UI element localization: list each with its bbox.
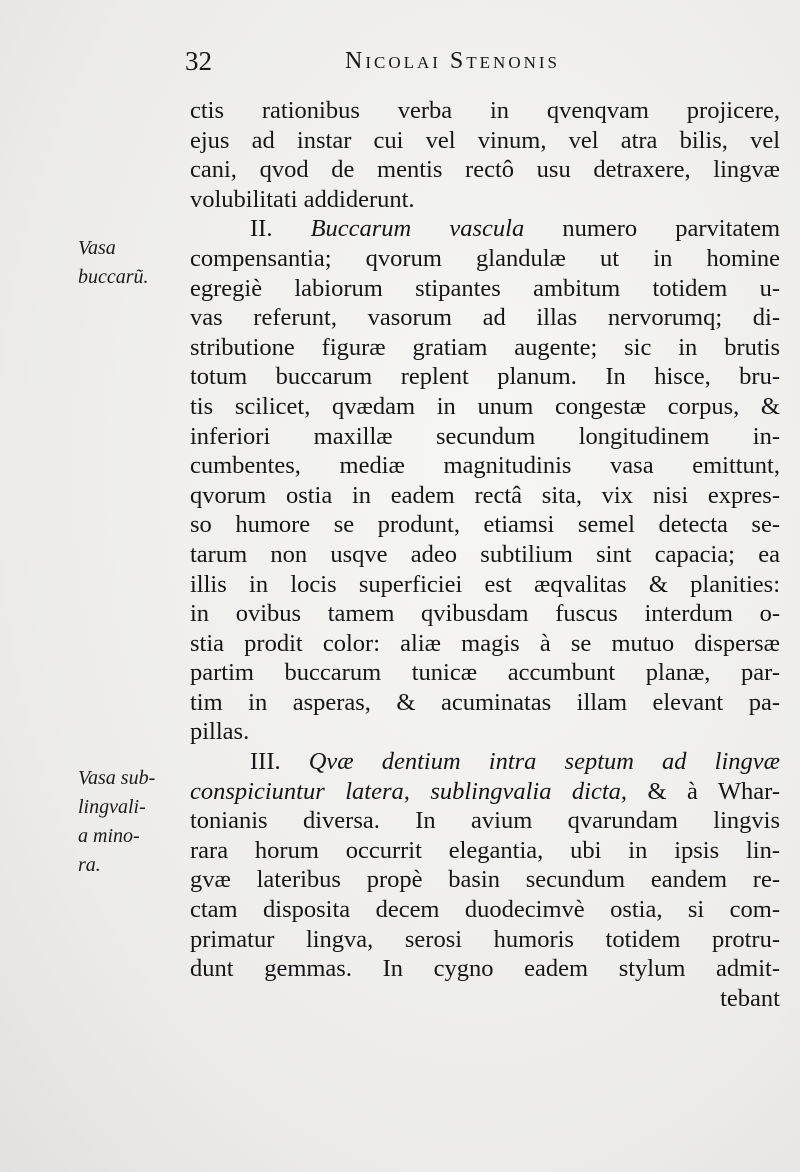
- text-line: qvorum ostia in eadem rectâ sita, vix nisi expres-: [190, 481, 780, 509]
- text-line: totum buccarum replent planum. In hisce, bru-: [190, 363, 780, 391]
- text-line: ejus ad instar cui vel vinum, vel atra bilis, vel: [190, 126, 780, 154]
- margin-note-line: lingvali-: [78, 796, 146, 818]
- section-heading-line: [190, 747, 780, 777]
- margin-note-line: Vasa: [78, 237, 116, 259]
- catchword: tebant: [720, 984, 780, 1012]
- text-line: pillas.: [190, 718, 250, 746]
- text-line: illis in locis superficiei est æqvalitas & planities:: [190, 570, 780, 598]
- text-line: stia prodit color: aliæ magis à se mutuo dispersæ: [190, 629, 780, 657]
- text-line: rara horum occurrit elegantia, ubi in ipsis lin-: [190, 836, 780, 864]
- margin-note-line: buccarũ.: [78, 266, 149, 288]
- text-line: cumbentes, mediæ magnitudinis vasa emittunt,: [190, 452, 780, 480]
- section-title: Buccarum vascula: [310, 215, 525, 243]
- section-title-continued: conspiciuntur latera, sublingvalia dicta,: [190, 777, 628, 805]
- text-line: ctis rationibus verba in qvenqvam projicere,: [190, 97, 780, 124]
- text-line: vas referunt, vasorum ad illas nervorumq; di-: [190, 304, 780, 332]
- section-number: III.: [250, 748, 281, 776]
- text-line: tim in asperas, & acuminatas illam elevant pa-: [190, 688, 780, 716]
- running-head: Nicolai Stenonis: [345, 48, 560, 74]
- text-line: so humore se produnt, etiamsi semel detecta se-: [190, 511, 780, 539]
- text-line: egregiè labiorum stipantes ambitum totidem u-: [190, 274, 780, 302]
- text-line: tis scilicet, qvædam in unum congestæ corpus, &: [190, 392, 780, 420]
- section-number: II.: [250, 215, 273, 243]
- text-span: numero parvitatem: [562, 215, 781, 243]
- text-line: tarum non usqve adeo subtilium sint capacia; ea: [190, 540, 780, 568]
- text-line: compensantia; qvorum glandulæ ut in homine: [190, 244, 780, 272]
- text-span: & à Whar-: [647, 777, 780, 805]
- page-header: [185, 46, 630, 82]
- text-line: primatur lingva, serosi humoris totidem protru-: [190, 925, 780, 953]
- text-line: in ovibus tamem qvibusdam fuscus interdum o-: [190, 600, 780, 628]
- section-heading-line: [190, 214, 780, 244]
- text-line: tonianis diversa. In avium qvarundam lingvis: [190, 807, 780, 835]
- margin-note-line: ra.: [78, 854, 101, 876]
- text-line: gvæ lateribus propè basin secundum eandem re-: [190, 866, 780, 894]
- text-line: cani, qvod de mentis rectô usu detraxere, lingvæ: [190, 156, 780, 184]
- text-line: stributione figuræ gratiam augente; sic in brutis: [190, 333, 780, 361]
- body-text: [190, 96, 780, 1013]
- text-line: inferiori maxillæ secundum longitudinem in-: [190, 422, 780, 450]
- section-title: Qvæ dentium intra septum ad lingvæ: [308, 748, 780, 776]
- text-line: volubilitati addiderunt.: [190, 185, 415, 213]
- text-line: dunt gemmas. In cygno eadem stylum admit-: [190, 955, 780, 983]
- margin-note-line: Vasa sub-: [78, 767, 156, 789]
- page-number: 32: [185, 46, 212, 76]
- text-line: [190, 777, 780, 807]
- margin-note-vasa-sublingualia: [78, 764, 188, 880]
- text-line: ctam disposita decem duodecimvè ostia, si com-: [190, 896, 780, 924]
- margin-note-vasa-buccarum: [78, 234, 188, 292]
- text-line: partim buccarum tunicæ accumbunt planæ, par-: [190, 659, 780, 687]
- margin-note-line: a mino-: [78, 825, 140, 847]
